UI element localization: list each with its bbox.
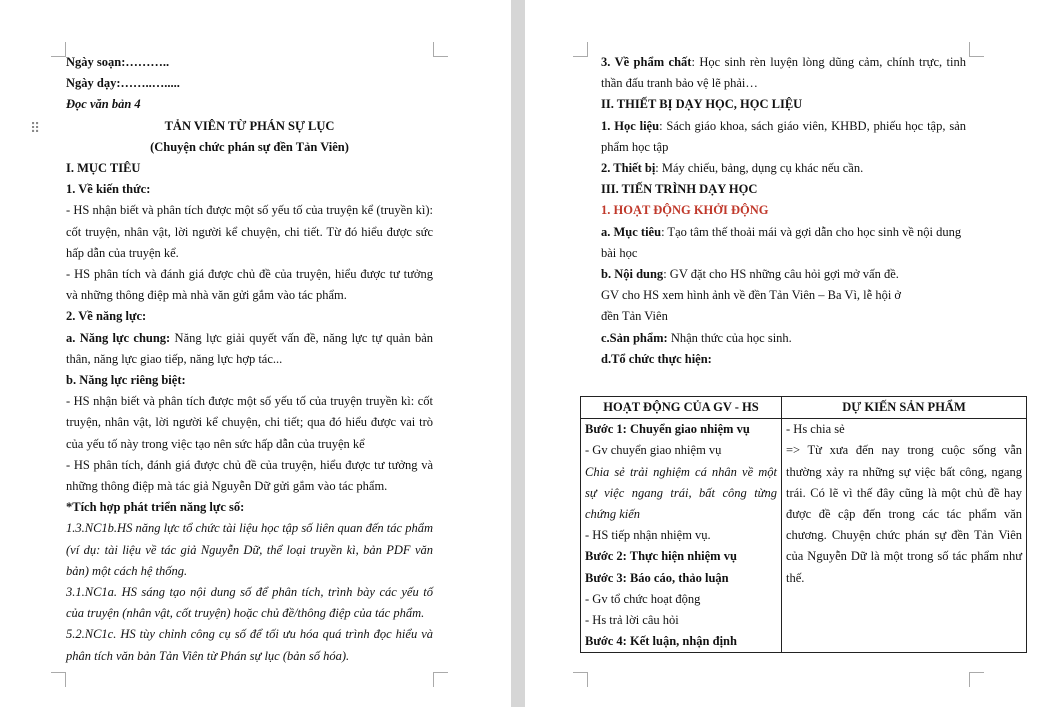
devices-label: 2. Thiết bị [601, 161, 656, 176]
step-3-a: - Gv tổ chức hoạt động [585, 591, 701, 606]
crop-mark [573, 672, 588, 687]
crop-mark [969, 42, 984, 57]
specific-ability-label: b. Năng lực riêng biệt: [66, 373, 186, 388]
heading-equipment: II. THIẾT BỊ DẠY HỌC, HỌC LIỆU [601, 97, 803, 112]
materials-text: : Sách giáo khoa, sách giáo viên, KHBD, phiếu học tập, sản phẩm học tập [601, 118, 967, 154]
heading-ability: 2. Về năng lực: [66, 309, 147, 324]
table-header: DỰ KIẾN SẢN PHẨM [782, 397, 1027, 419]
content-label: b. Nội dung [601, 267, 664, 282]
right-content [601, 52, 966, 370]
content-detail: GV cho HS xem hình ảnh về đền Tản Viên – Ba Vì, lễ hội ở đền Tản Viên [601, 288, 902, 324]
digital-ability-item: 1.3.NC1b.HS năng lực tổ chức tài liệu học tập số liên quan đến tác phẩm (ví dụ: tài liệu về tác giả Nguyễn Dữ, thể loại truyền kì, bản PDF văn bản) một cách hệ thống. [66, 521, 433, 578]
heading-objectives: I. MỤC TIÊU [66, 161, 141, 176]
section-label: Đọc văn bản 4 [66, 97, 141, 112]
product-label: c.Sản phẩm: [601, 330, 668, 345]
goal [601, 222, 966, 264]
digital-ability-label: *Tích hợp phát triển năng lực số: [66, 500, 245, 515]
org-label: d.Tổ chức thực hiện: [601, 351, 712, 366]
activity-table [580, 396, 1027, 653]
step-1-c: - HS tiếp nhận nhiệm vụ. [585, 528, 711, 543]
prep-date: Ngày soạn:……….. [66, 55, 170, 69]
crop-mark [573, 42, 588, 57]
product-item: => Từ xưa đến nay trong cuộc sống vẫn thường xảy ra những sự việc bất công, ngang trái. Có lẽ vì thế đây cũng là một chủ đề hay được đề cập đến trong các tác phẩm văn chương. Chuyện chức phán sự đền Tản Viên của Nguyễn Dữ là một trong số tác phẩm như thế. [786, 443, 1022, 585]
quality [601, 52, 966, 94]
general-ability-text: Năng lực giải quyết vấn đề, năng lực tự quản bản thân, năng lực giao tiếp, năng lực hợp tác... [66, 330, 433, 366]
heading-warmup: 1. HOẠT ĐỘNG KHỞI ĐỘNG [601, 203, 769, 218]
step-2: Bước 2: Thực hiện nhiệm vụ [585, 549, 737, 564]
crop-mark [969, 672, 984, 687]
digital-ability-item: 3.1.NC1a. HS sáng tạo nội dung số để phân tích, trình bày các yếu tố của truyện (nhân vật, cốt truyện) hoặc chủ đề/thông điệp của tác phẩm. [66, 585, 433, 621]
goal-label: a. Mục tiêu [601, 224, 662, 239]
knowledge-item: - HS nhận biết và phân tích được một số yếu tố của truyện kể (truyền kì): cốt truyện, nhân vật, lời người kể chuyện, chi tiết. Từ đó hiểu được sức hấp dẫn của truyện kể. [66, 203, 433, 260]
doc-subtitle: (Chuyện chức phán sự đền Tản Viên) [150, 139, 349, 154]
doc-title: TẢN VIÊN TỪ PHÁN SỰ LỤC [164, 118, 335, 133]
goal-text: : Tạo tâm thế thoải mái và gợi dẫn cho học sinh về nội dung bài học [601, 224, 962, 260]
product [601, 328, 966, 349]
devices-text: : Máy chiếu, bảng, dụng cụ khác nếu cần. [655, 161, 864, 176]
materials [601, 116, 966, 158]
step-3-b: - Hs trả lời câu hỏi [585, 613, 679, 628]
step-1-b: Chia sẻ trải nghiệm cá nhân về một sự việc ngang trái, bất công từng chứng kiến [585, 464, 777, 522]
crop-mark [433, 42, 448, 57]
table-header: HOẠT ĐỘNG CỦA GV - HS [581, 397, 782, 419]
heading-knowledge: 1. Về kiến thức: [66, 182, 151, 197]
teach-date: Ngày dạy:……..…..... [66, 76, 180, 91]
product-item: - Hs chia sẻ [786, 422, 845, 437]
knowledge-item: - HS phân tích và đánh giá được chủ đề của truyện, hiểu được tư tưởng và những thông điệp mà nhà văn gửi gắm vào tác phẩm. [66, 267, 433, 303]
page-gap [511, 0, 525, 707]
step-3: Bước 3: Báo cáo, thảo luận [585, 570, 729, 585]
quality-label: 3. Về phẩm chất [601, 55, 692, 69]
step-4: Bước 4: Kết luận, nhận định [585, 634, 737, 649]
page-right [525, 0, 1046, 707]
materials-label: 1. Học liệu [601, 118, 660, 133]
table-header-row [581, 397, 1027, 419]
product-cell [782, 419, 1027, 653]
table-row [581, 419, 1027, 653]
activity-cell [581, 419, 782, 653]
general-ability-label: a. Năng lực chung: [66, 330, 171, 345]
step-1: Bước 1: Chuyển giao nhiệm vụ [585, 422, 750, 437]
specific-ability-item: - HS nhận biết và phân tích được một số yếu tố của truyện truyền kì: cốt truyện, nhân vật, lời người kể chuyện, chi tiết; qua đó hiểu được vai trò của yếu tố này trong việc tạo nên sức hấp dẫn của truyện kể [66, 394, 433, 451]
crop-mark [51, 42, 66, 57]
quality-text: : Học sinh rèn luyện lòng dũng cảm, chính trực, tinh thần đấu tranh bảo vệ lẽ phải… [601, 55, 966, 91]
general-ability [66, 328, 433, 370]
content-text: : GV đặt cho HS những câu hỏi gợi mở vấn đề. [663, 267, 899, 282]
crop-mark [51, 672, 66, 687]
crop-mark [433, 672, 448, 687]
page-left [0, 0, 511, 707]
left-content [66, 52, 433, 667]
digital-ability-item: 5.2.NC1c. HS tùy chỉnh công cụ số để tối ưu hóa quá trình đọc hiểu và phân tích văn bản Tản Viên từ Phán sự lục (bản số hóa). [66, 627, 433, 663]
product-text: Nhận thức của học sinh. [667, 330, 792, 345]
devices [601, 158, 966, 179]
specific-ability-item: - HS phân tích, đánh giá được chủ đề của truyện, hiểu được tư tưởng và những thông điệp mà tác giả Nguyễn Dữ gửi gắm vào tác phẩm. [66, 457, 433, 494]
heading-process: III. TIẾN TRÌNH DẠY HỌC [601, 182, 758, 197]
content [601, 264, 966, 285]
step-1-a: - Gv chuyển giao nhiệm vụ [585, 443, 722, 458]
drag-handle-icon[interactable]: ⠿ [30, 121, 41, 137]
